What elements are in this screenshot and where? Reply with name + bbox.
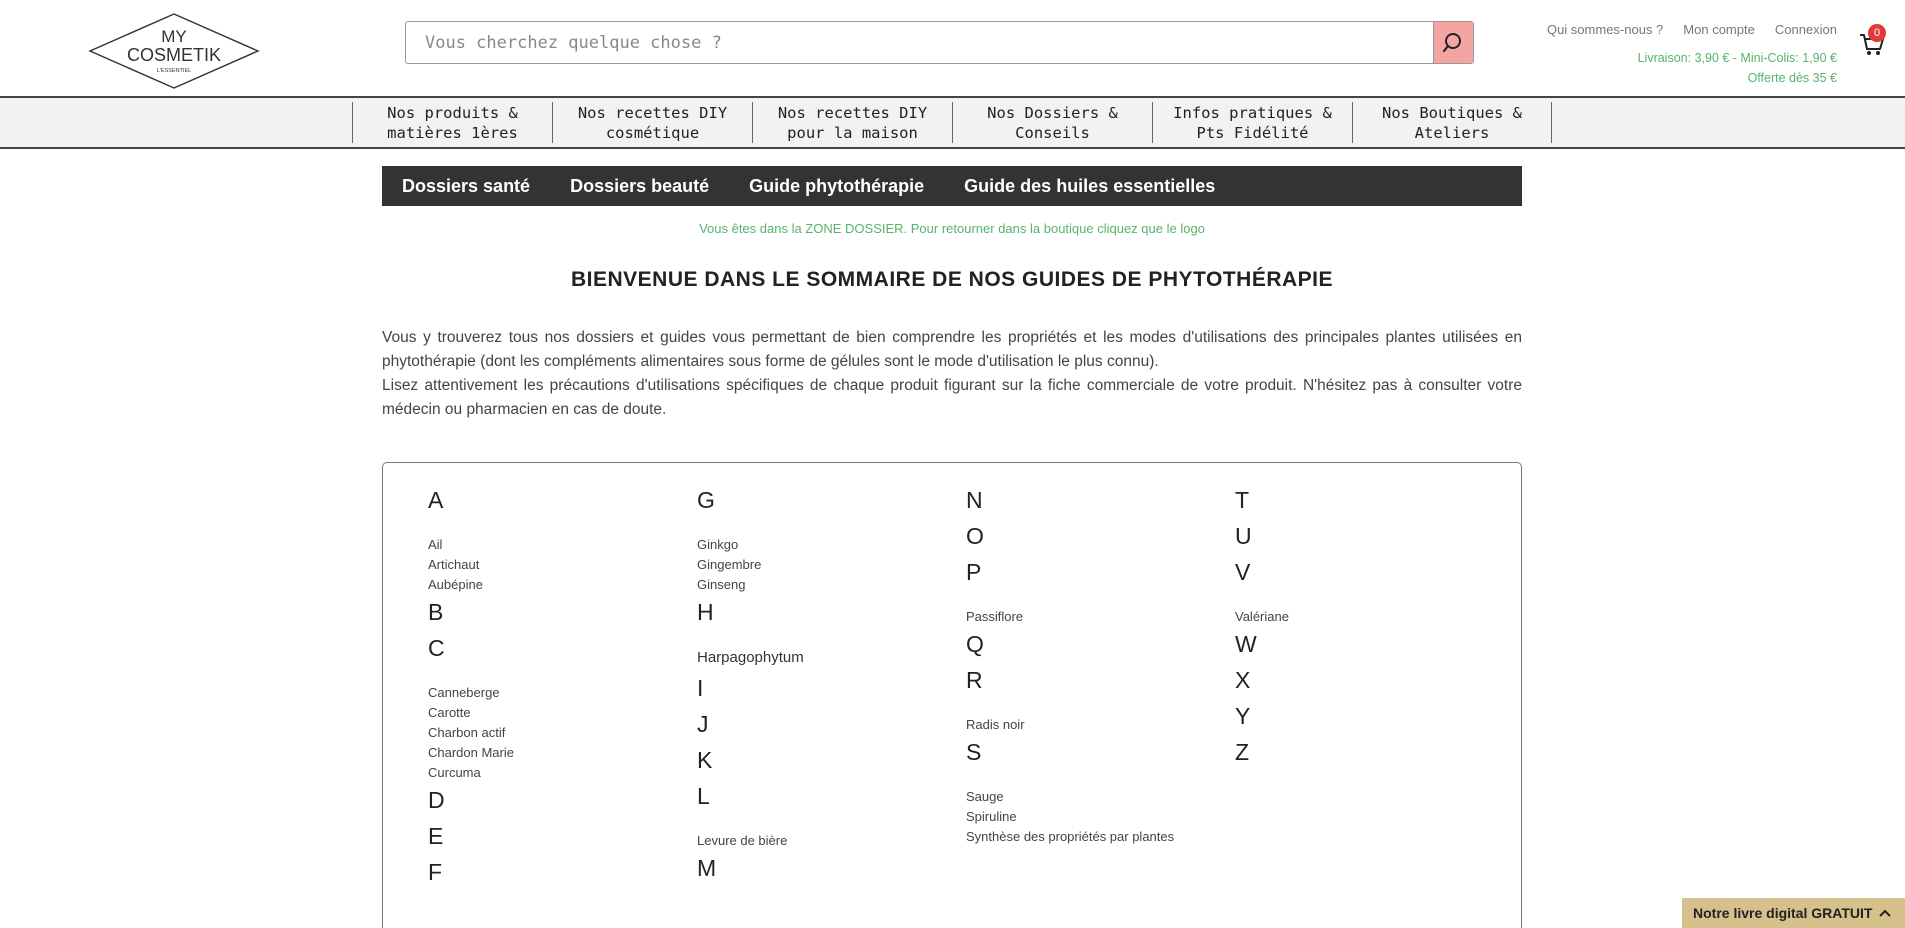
index-letter: Z xyxy=(1235,739,1250,765)
index-letter: T xyxy=(1235,487,1250,513)
plant-link[interactable]: Chardon Marie xyxy=(428,745,514,760)
nav-boutiques[interactable]: Nos Boutiques & Ateliers xyxy=(1352,102,1552,143)
ebook-label: Notre livre digital GRATUIT xyxy=(1693,905,1873,921)
zone-notice: Vous êtes dans la ZONE DOSSIER. Pour retourner dans la boutique cliquez que le logo xyxy=(699,221,1205,236)
brand-logo[interactable] xyxy=(88,12,260,90)
subnav-beaute[interactable]: Dossiers beauté xyxy=(570,175,710,196)
index-letter: G xyxy=(697,487,715,513)
index-letter: Q xyxy=(966,631,984,657)
subnav-phyto[interactable]: Guide phytothérapie xyxy=(749,175,925,196)
index-letter: X xyxy=(1235,667,1251,693)
plant-link[interactable]: Ail xyxy=(428,537,443,552)
logo-my: MY xyxy=(161,27,187,46)
index-letter: D xyxy=(428,787,445,813)
nav-infos[interactable]: Infos pratiques & Pts Fidélité xyxy=(1152,102,1352,143)
subnav-sante[interactable]: Dossiers santé xyxy=(402,175,531,196)
login-link[interactable]: Connexion xyxy=(1774,22,1837,37)
plant-link[interactable]: Canneberge xyxy=(428,685,500,700)
index-letter: O xyxy=(966,523,984,549)
index-letter: C xyxy=(428,635,445,661)
nav-diy-cosmetics[interactable]: Nos recettes DIY cosmétique xyxy=(552,102,752,143)
index-letter: P xyxy=(966,559,982,585)
plant-link[interactable]: Artichaut xyxy=(428,557,480,572)
index-column-2 xyxy=(697,487,937,891)
cart-count-badge: 0 xyxy=(1868,24,1886,42)
plant-link[interactable]: Synthèse des propriétés par plantes xyxy=(966,829,1175,844)
plant-link[interactable]: Aubépine xyxy=(428,577,483,592)
plant-link[interactable]: Carotte xyxy=(428,705,471,720)
chevron-up-icon xyxy=(1878,908,1892,918)
nav-dossiers[interactable]: Nos Dossiers & Conseils xyxy=(952,102,1152,143)
plant-link[interactable]: Charbon actif xyxy=(428,725,506,740)
index-letter: B xyxy=(428,599,444,625)
main-navigation xyxy=(0,96,1905,149)
index-letter: W xyxy=(1235,631,1257,657)
index-letter: M xyxy=(697,855,717,881)
index-letter: Y xyxy=(1235,703,1251,729)
search-input[interactable] xyxy=(406,22,1433,63)
plant-link[interactable]: Gingembre xyxy=(697,557,762,572)
plant-link[interactable]: Levure de bière xyxy=(697,833,788,848)
plant-link[interactable]: Passiflore xyxy=(966,609,1024,624)
logo-cosmetik: COSMETIK xyxy=(126,45,222,65)
index-letter: A xyxy=(428,487,444,513)
about-link[interactable]: Qui sommes-nous ? xyxy=(1546,22,1664,37)
plant-link[interactable]: Ginkgo xyxy=(697,537,739,552)
plant-link[interactable]: Spiruline xyxy=(966,809,1017,824)
index-column-1 xyxy=(428,487,668,895)
page-title: BIENVENUE DANS LE SOMMAIRE DE NOS GUIDES DE PHYTOTHÉRAPIE xyxy=(570,268,1334,291)
index-letter: S xyxy=(966,739,982,765)
index-letter: I xyxy=(697,675,704,701)
logo-tagline: L'ESSENTIEL xyxy=(156,68,192,74)
intro-text xyxy=(382,326,1522,422)
plant-link[interactable]: Curcuma xyxy=(428,765,481,780)
plant-link[interactable]: Sauge xyxy=(966,789,1004,804)
top-links xyxy=(1547,22,1837,37)
plant-link[interactable]: Valériane xyxy=(1235,609,1289,624)
index-letter: L xyxy=(697,783,710,809)
index-letter: R xyxy=(966,667,983,693)
index-letter: V xyxy=(1235,559,1251,585)
account-link[interactable]: Mon compte xyxy=(1683,22,1755,37)
index-letter: N xyxy=(966,487,983,513)
index-letter: U xyxy=(1235,523,1252,549)
shipping-price: Livraison: 3,90 € - Mini-Colis: 1,90 € xyxy=(1637,51,1837,65)
index-column-4 xyxy=(1235,487,1475,775)
plant-link[interactable]: Ginseng xyxy=(697,577,746,592)
plant-link[interactable]: Radis noir xyxy=(966,717,1025,732)
search-icon xyxy=(1443,32,1465,54)
index-letter: F xyxy=(428,859,443,885)
plant-link[interactable]: Harpagophytum xyxy=(697,649,804,666)
site-header xyxy=(0,0,1905,96)
index-letter: J xyxy=(697,711,709,737)
index-column-3 xyxy=(966,487,1206,851)
intro-paragraph-1: Vous y trouverez tous nos dossiers et guides vous permettant de bien comprendre les propriétés et les modes d'utilisations des principales plantes utilisées en phytothérapie (dont les compléments alimentaires sous forme de gélules sont le mode d'utilisation le plus connu). xyxy=(382,329,1522,370)
shipping-info xyxy=(1638,48,1837,88)
subnav-huiles[interactable]: Guide des huiles essentielles xyxy=(964,175,1216,196)
free-ebook-tab[interactable] xyxy=(1682,898,1905,928)
nav-diy-home[interactable]: Nos recettes DIY pour la maison xyxy=(752,102,952,143)
index-letter: E xyxy=(428,823,444,849)
alphabetical-index xyxy=(382,462,1522,928)
dossier-subnav xyxy=(382,166,1522,206)
search-button[interactable] xyxy=(1433,22,1473,63)
index-letter: H xyxy=(697,599,714,625)
shipping-free: Offerte dès 35 € xyxy=(1747,71,1837,85)
index-letter: K xyxy=(697,747,713,773)
intro-paragraph-2: Lisez attentivement les précautions d'utilisations spécifiques de chaque produit figurant sur la fiche commerciale de votre produit. N'hésitez pas à consulter votre médecin ou pharmacien en cas de doute. xyxy=(382,377,1522,418)
search-bar xyxy=(405,21,1474,64)
nav-products[interactable]: Nos produits & matières 1ères xyxy=(352,102,552,143)
